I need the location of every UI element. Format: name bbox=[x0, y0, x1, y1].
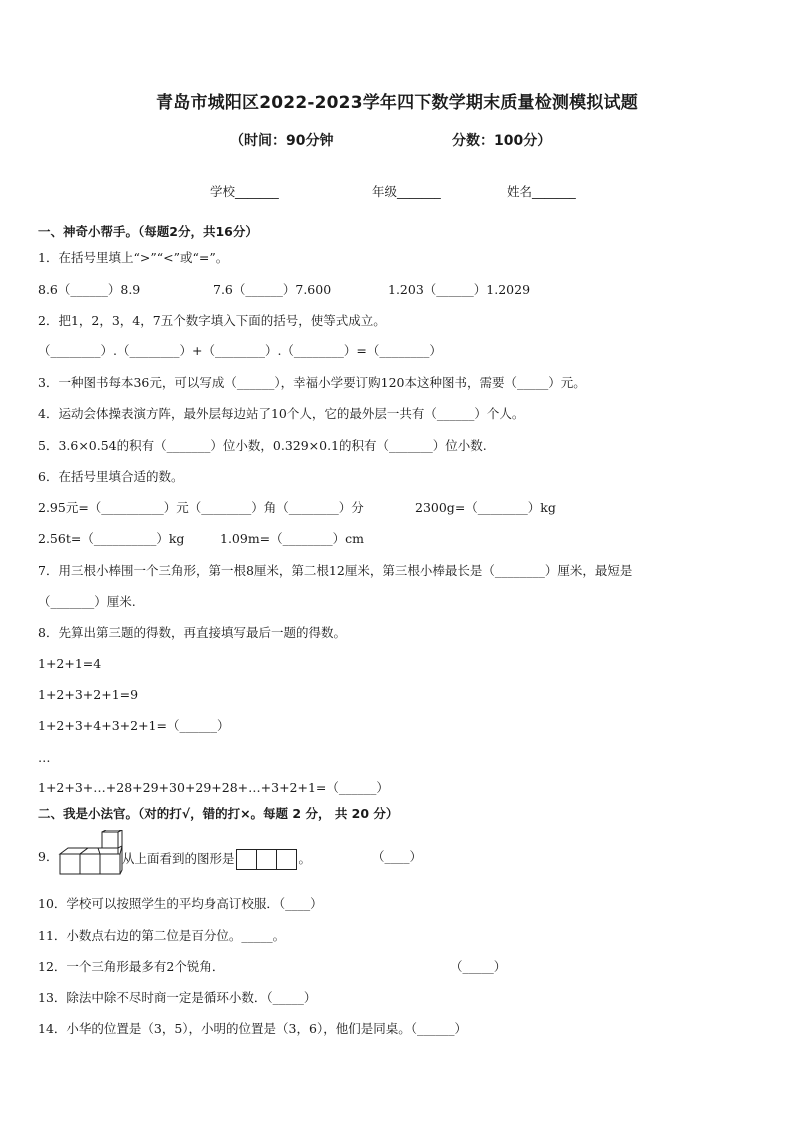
question-3: 3．一种图书每本36元，可以写成（______），幸福小学要订购120本这种图书，需要（_____）元。 bbox=[38, 375, 586, 390]
question-8-line-2: 1+2+3+2+1=9 bbox=[38, 687, 139, 702]
question-2: 2．把1，2，3，4，7五个数字填入下面的括号，使等式成立。 bbox=[38, 313, 386, 328]
question-1-b: 7.6（______）7.600 bbox=[213, 282, 332, 297]
question-8-ellipsis: … bbox=[38, 750, 51, 765]
question-6-d: 1.09m=（________）cm bbox=[220, 531, 365, 546]
top-view-grid bbox=[237, 849, 297, 870]
grade-field: 年级_______ bbox=[372, 184, 441, 199]
question-5: 5．3.6×0.54的积有（_______）位小数，0.329×0.1的积有（_______）位小数. bbox=[38, 438, 487, 453]
question-9-number: 9． bbox=[38, 849, 59, 864]
section-heading-2: 二、我是小法官。（对的打√，错的打×。每题 2 分， 共 20 分） bbox=[38, 806, 399, 821]
question-12: 12．一个三角形最多有2个锐角． bbox=[38, 959, 225, 974]
question-10: 10．学校可以按照学生的平均身高订校服．（____） bbox=[38, 896, 323, 911]
question-8-line-3: 1+2+3+4+3+2+1=（______） bbox=[38, 718, 230, 733]
question-6-c: 2.56t=（__________）kg bbox=[38, 531, 185, 546]
question-7-line-2: （_______）厘米. bbox=[38, 594, 136, 609]
question-1: 1．在括号里填上“>”“<”或“=”。 bbox=[38, 250, 229, 265]
question-13: 13．除法中除不尽时商一定是循环小数．（_____） bbox=[38, 990, 317, 1005]
cube-stack-figure bbox=[58, 830, 124, 878]
question-4: 4．运动会体操表演方阵，最外层每边站了10个人，它的最外层一共有（______）个人。 bbox=[38, 406, 525, 421]
question-1-a: 8.6（______）8.9 bbox=[38, 282, 141, 297]
question-8-line-1: 1+2+1=4 bbox=[38, 656, 102, 671]
question-9-text: 从上面看到的图形是 bbox=[122, 851, 235, 866]
question-12-blank: （_____） bbox=[450, 959, 507, 974]
question-8-line-5: 1+2+3+…+28+29+30+29+28+…+3+2+1=（______） bbox=[38, 780, 389, 795]
question-9 bbox=[122, 849, 311, 870]
exam-time: （时间：90分钟 bbox=[230, 133, 334, 149]
question-6-a: 2.95元=（__________）元（________）角（________）分 bbox=[38, 500, 364, 515]
question-9-blank: （____） bbox=[372, 849, 423, 864]
question-7-line-1: 7．用三根小棒围一个三角形，第一根8厘米，第二根12厘米，第三根小棒最长是（________）厘米，最短是 bbox=[38, 563, 633, 578]
question-6-b: 2300g=（________）kg bbox=[415, 500, 556, 515]
page-title: 青岛市城阳区2022-2023学年四下数学期末质量检测模拟试题 bbox=[156, 93, 638, 113]
exam-score: 分数：100分） bbox=[452, 133, 552, 149]
name-field: 姓名_______ bbox=[507, 184, 576, 199]
question-8: 8．先算出第三题的得数，再直接填写最后一题的得数。 bbox=[38, 625, 346, 640]
question-14: 14．小华的位置是（3，5），小明的位置是（3，6），他们是同桌。（______） bbox=[38, 1021, 467, 1036]
school-field: 学校_______ bbox=[210, 184, 279, 199]
question-11: 11．小数点右边的第二位是百分位。_____。 bbox=[38, 928, 286, 943]
question-9-end: 。 bbox=[298, 851, 312, 866]
question-2-equation: （________）.（________）+（________）.（________）=（________） bbox=[38, 343, 442, 358]
section-heading-1: 一、神奇小帮手。（每题2分，共16分） bbox=[38, 224, 258, 239]
question-1-c: 1.203（______）1.2029 bbox=[388, 282, 531, 297]
question-6: 6．在括号里填合适的数。 bbox=[38, 469, 184, 484]
